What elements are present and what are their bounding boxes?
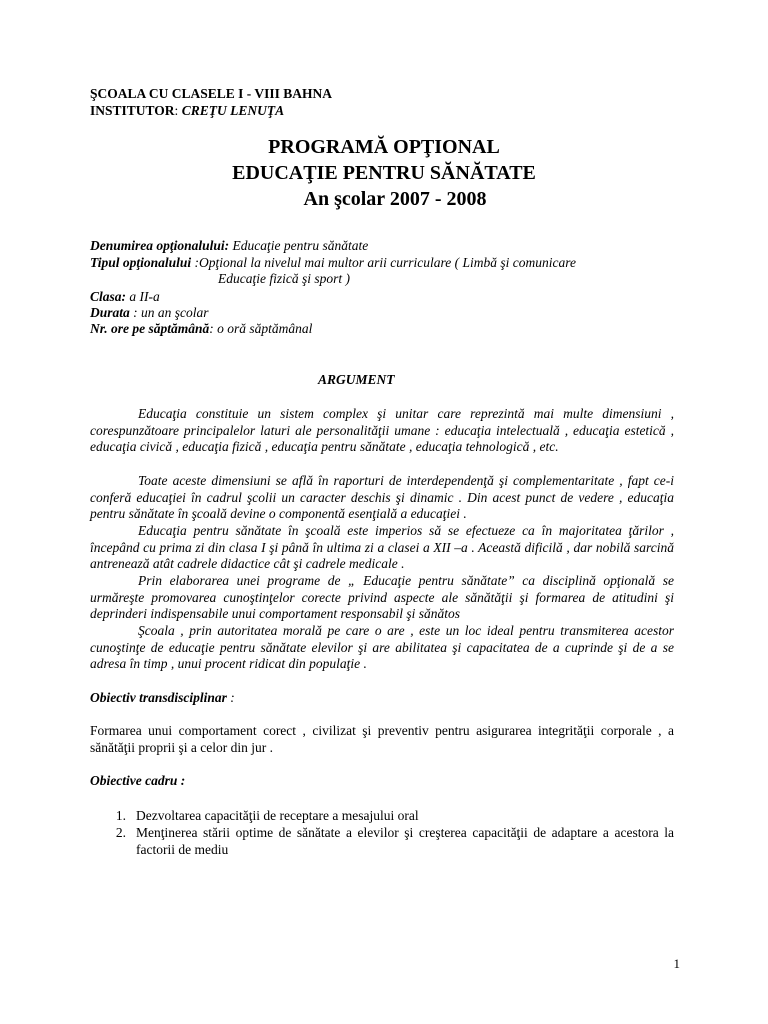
argument-paragraph-5: Şcoala , prin autoritatea morală pe care o are , este un loc ideal pentru transmiterea acestor cunoştinţe de educaţie pentru sănătate elevilor şi are abilitatea şi capacitatea de a cuprinde şi de a se adresa în timp , unui procent ridicat din populaţie . (90, 623, 674, 672)
meta-clasa (90, 289, 160, 305)
argument-paragraph-3: Educaţia pentru sănătate în şcoală este imperios să se efectueze ca în majoritatea ţărilor , începând cu prima zi din clasa I şi până în ultima zi a clasei a XII –a . Această dificilă , dar nobilă sarcină antrenează atât cadrele didactice cât şi cadrele medicale . (90, 523, 674, 572)
title-line-1: PROGRAMĂ OPŢIONAL (268, 136, 500, 158)
teacher-label: INSTITUTOR (90, 103, 175, 118)
argument-paragraph-1: Educaţia constituie un sistem complex şi unitar care reprezintă mai multe dimensiuni , corespunzătoare principalelor laturi ale personalităţii umane : educaţia intelectuală , educaţia estetică , educaţia civică , educaţia fizică , educaţia pentru sănătate , educaţia tehnologică , etc. (90, 406, 674, 455)
list-item-number: 2. (115, 825, 126, 840)
ore-label: Nr. ore pe săptămână (90, 321, 210, 336)
obiectiv-text: Formarea unui comportament corect , civilizat şi preventiv pentru asigurarea integrităţii corporale , a sănătăţii proprii şi a celor din jur . (90, 723, 674, 755)
title-line-2: EDUCAŢIE PENTRU SĂNĂTATE (232, 162, 536, 184)
obiectiv-heading-line (90, 690, 235, 706)
teacher-line (90, 103, 284, 119)
clasa-value: a II-a (126, 289, 160, 304)
title-line-3: An şcolar 2007 - 2008 (303, 188, 487, 210)
meta-tipul (90, 255, 576, 271)
durata-value: : un an şcolar (129, 305, 209, 320)
list-item-number: 1. (115, 808, 126, 823)
school-name: ŞCOALA CU CLASELE I - VIII BAHNA (90, 86, 333, 101)
page-number: 1 (673, 956, 680, 971)
obiectiv-heading: Obiectiv transdisciplinar (90, 690, 227, 705)
denumire-label: Denumirea opţionalului: (90, 238, 230, 253)
tipul-value: :Opţional la nivelul mai multor arii curriculare ( Limbă şi comunicare (191, 255, 577, 270)
meta-durata (90, 305, 209, 321)
ore-value: : o oră săptămânal (209, 321, 313, 336)
meta-denumire (90, 238, 368, 254)
list-item-text: Menţinerea stării optime de sănătate a elevilor şi creşterea capacităţii de adaptare a acestora la factorii de mediu (136, 825, 674, 857)
obiective-cadru-heading: Obiective cadru : (90, 773, 186, 788)
list-item-text: Dezvoltarea capacităţii de receptare a mesajului oral (136, 808, 419, 823)
teacher-name: CREŢU LENUŢA (181, 103, 285, 118)
argument-paragraph-4: Prin elaborarea unei programe de „ Educaţie pentru sănătate” ca disciplină opţională se urmăreşte promovarea cunoştinţelor corecte privind aspecte ale sănătăţii şi formarea de atitudini şi deprinderi indispensabile unui comportament responsabil şi sănătos (90, 573, 674, 622)
obiective-cadru-list (90, 807, 674, 858)
denumire-value: Educaţie pentru sănătate (229, 238, 369, 253)
meta-ore (90, 321, 312, 337)
tipul-label: Tipul opţionalului (90, 255, 192, 270)
list-item (90, 824, 674, 858)
argument-heading: ARGUMENT (318, 372, 395, 387)
list-item (90, 807, 674, 824)
tipul-value-cont: Educaţie fizică şi sport ) (218, 271, 350, 286)
clasa-label: Clasa: (90, 289, 127, 304)
teacher-separator: : (174, 103, 182, 118)
durata-label: Durata (90, 305, 130, 320)
obiectiv-heading-suffix: : (226, 690, 235, 705)
argument-paragraph-2: Toate aceste dimensiuni se află în raporturi de interdependenţă şi complementaritate , fapt ce-i conferă educaţiei în cadrul şcolii un caracter deschis şi dinamic . Din acest punct de vedere , educaţia pentru sănătate în şcoală devine o componentă esenţială a educaţiei . (90, 473, 674, 522)
